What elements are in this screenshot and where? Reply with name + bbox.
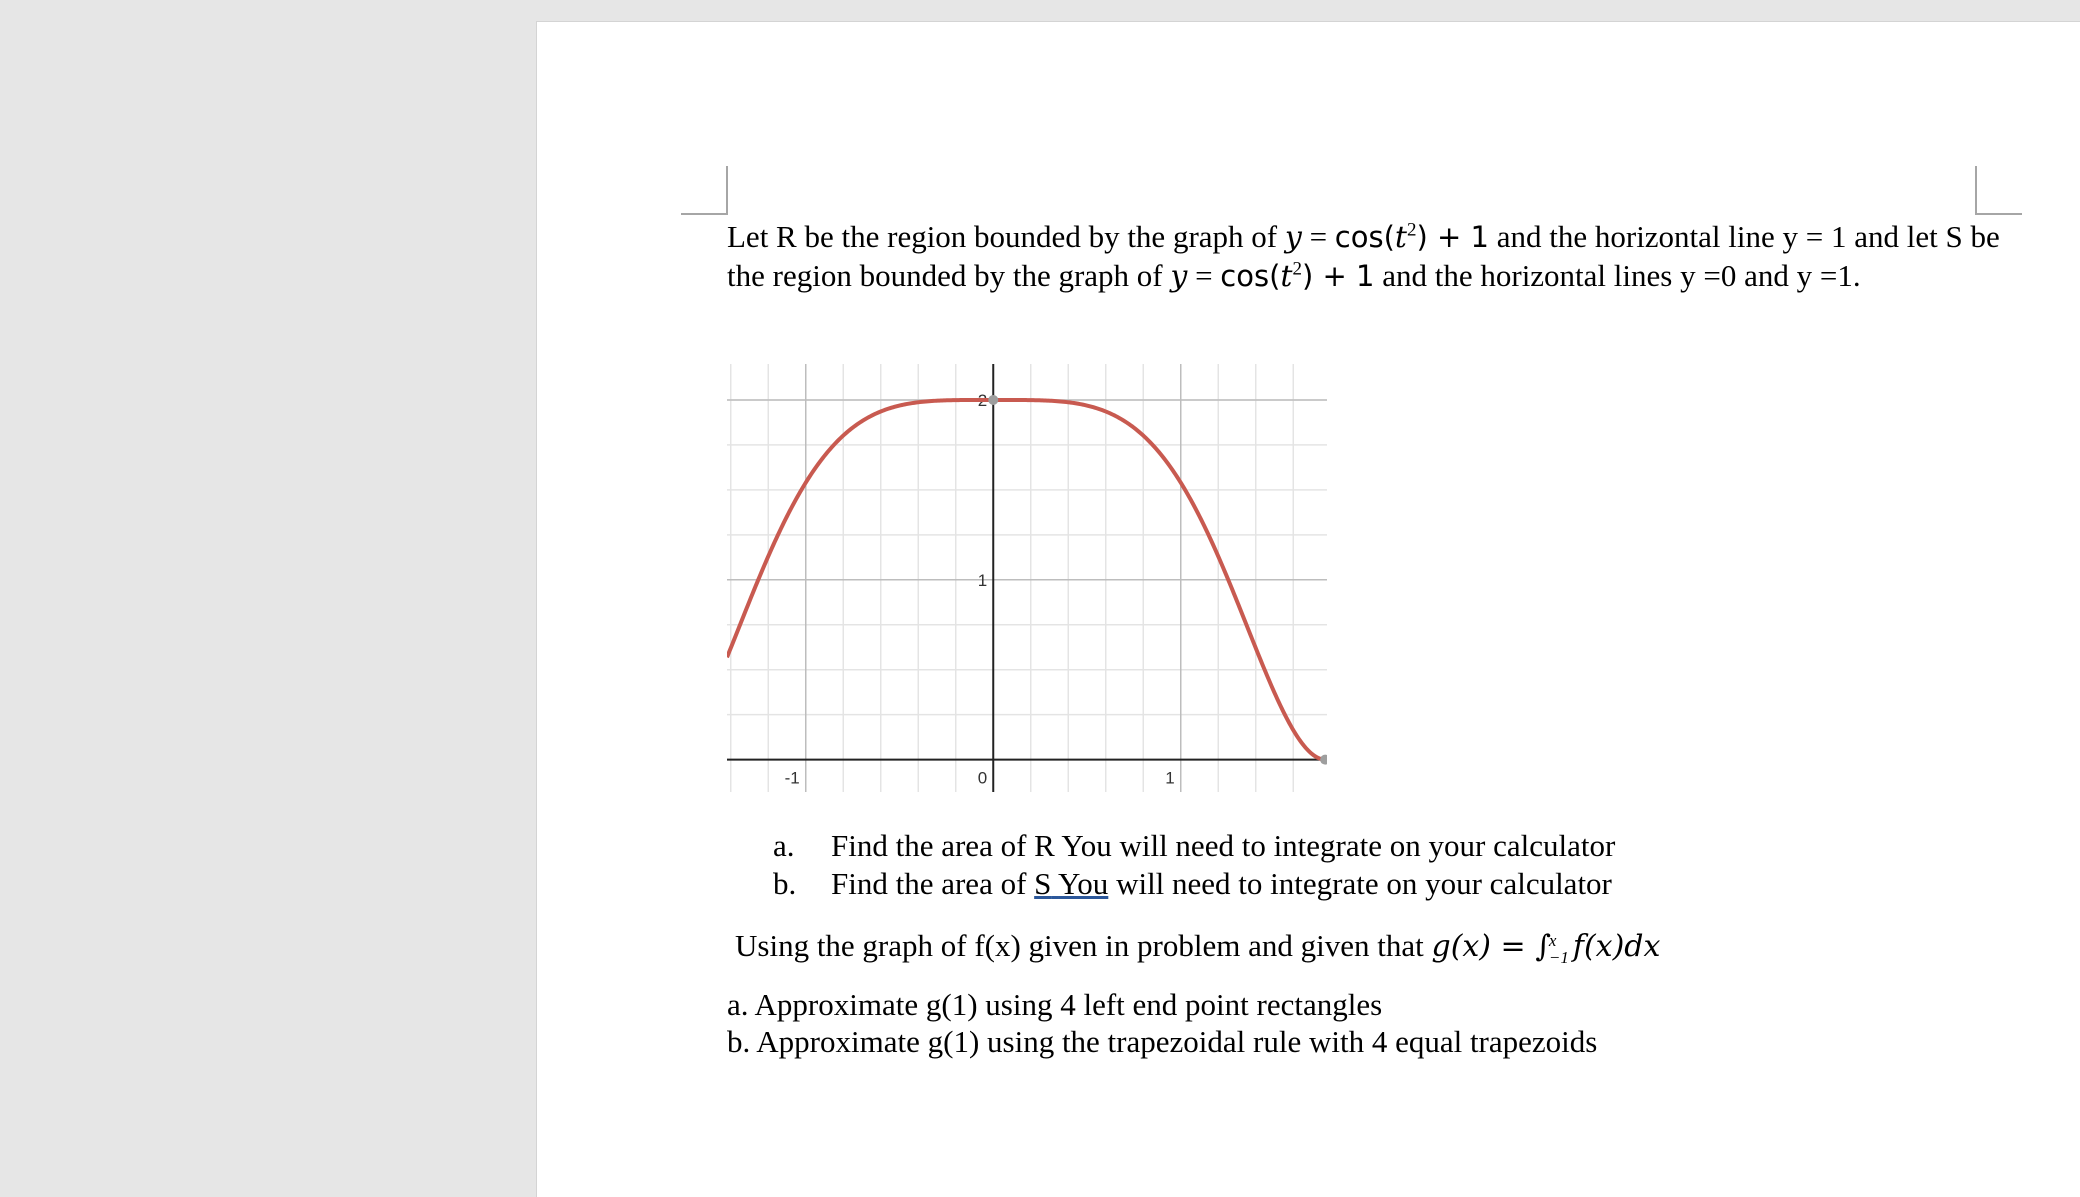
grid-lines [727,364,1327,792]
y-tick-label: 2 [977,390,988,410]
document-page [536,21,2080,1197]
equation-y: y [1284,220,1302,255]
point-marker [1320,755,1327,765]
list-item-a[interactable]: a. Find the area of R You will need to integrate on your calculator [773,828,1616,863]
problem-2-parts[interactable] [727,986,1597,1060]
problem-1-paragraph[interactable]: Let R be the region bounded by the graph of $y = \cos(t^2) + 1$ and the horizontal line y = 1 and let S be the region bounded by the graph of $y = \cos(t^2) + 1$ and the horizontal lines y =0 and y =1. [727,219,2000,294]
integral-sign: ∫ [1535,929,1551,964]
list-item-b[interactable]: b. Find the area of S You will need to integrate on your calculator [773,866,1612,901]
problem-2-part-b: b. Approximate g(1) using the trapezoidal rule with 4 equal trapezoids [727,1024,1598,1059]
x-tick-label: 0 [977,768,988,788]
part-list [773,827,1615,903]
y-tick-label: 1 [977,570,988,590]
crop-mark-top-right [1975,166,2022,215]
crop-mark-top-left [681,166,728,215]
problem-2-intro[interactable]: Using the graph of f(x) given in problem and given that g(x) = ∫ x −1 f(x)dx [735,928,1661,967]
x-tick-label: -1 [784,768,800,788]
axes [727,364,1327,792]
function-graph [727,364,1327,792]
x-tick-label: 1 [1165,768,1175,788]
problem-2-part-a: a. Approximate g(1) using 4 left end point rectangles [727,987,1383,1022]
point-marker [988,395,998,405]
